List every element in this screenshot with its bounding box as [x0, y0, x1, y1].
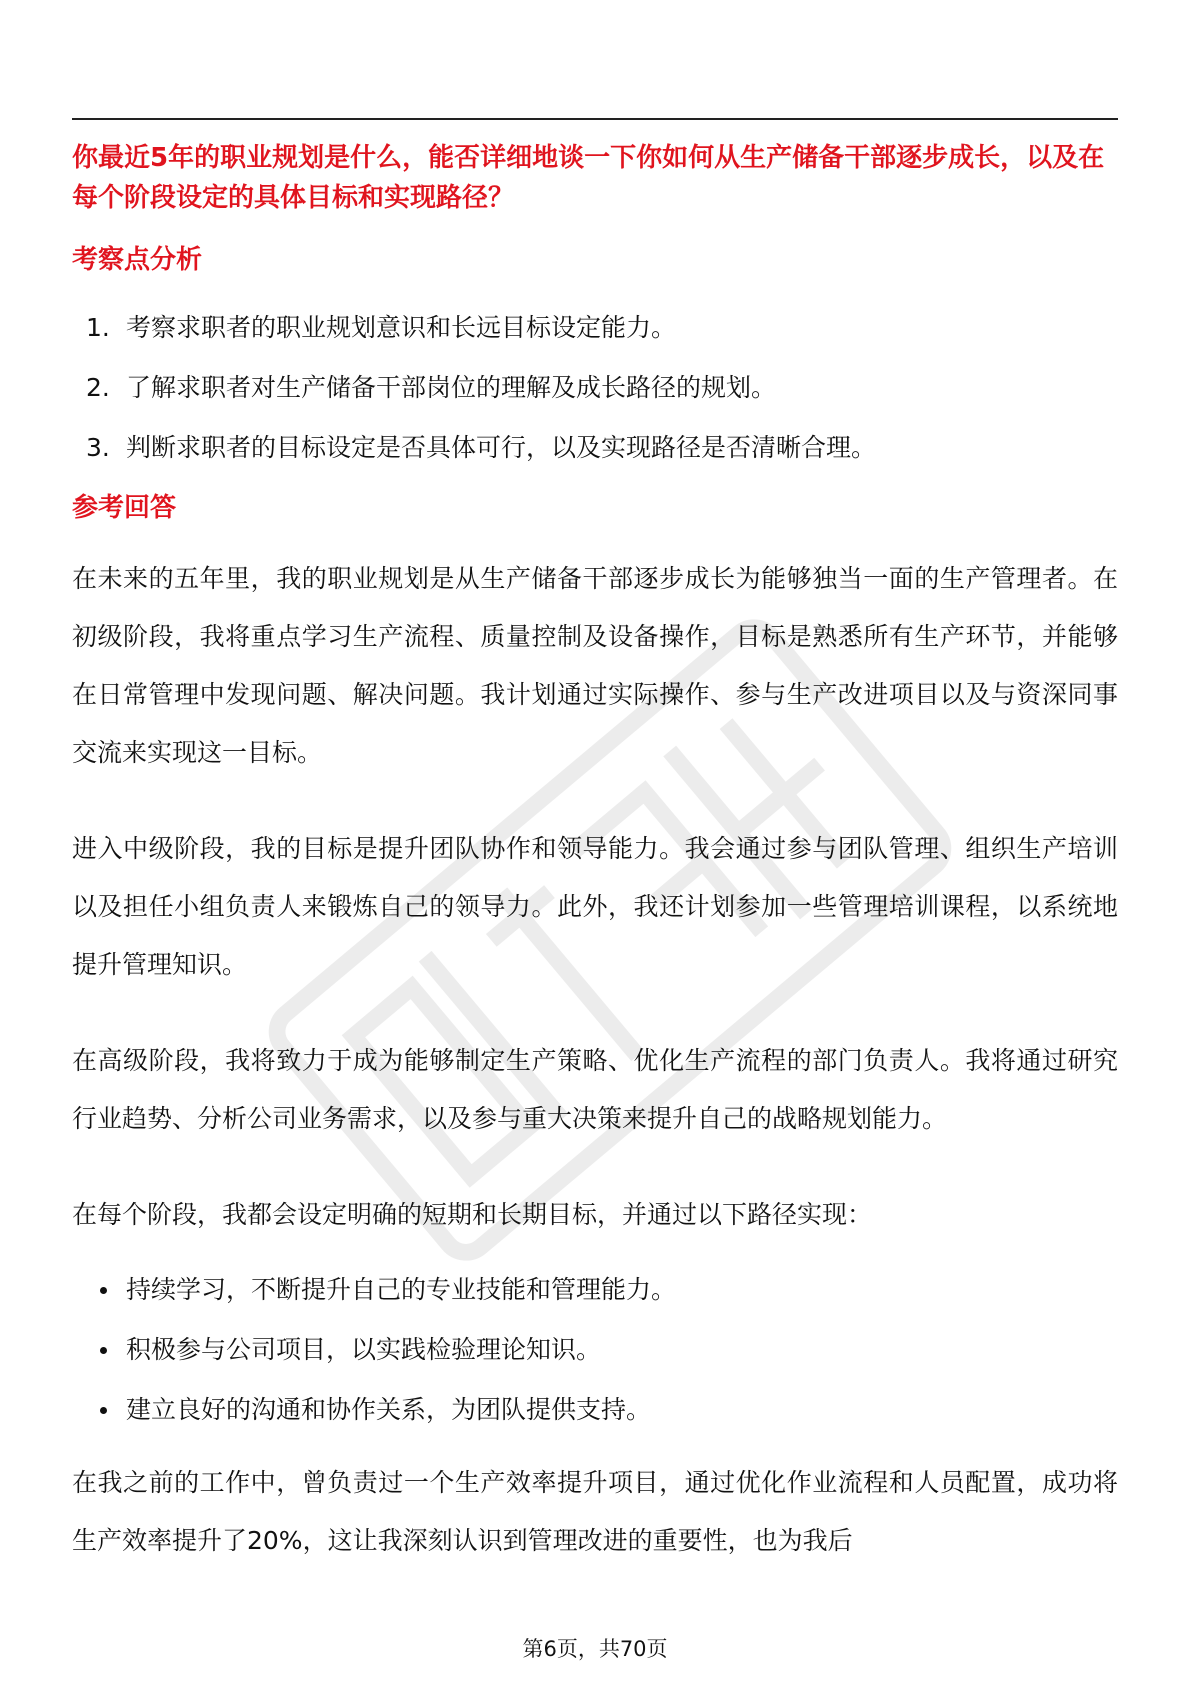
answer-paragraph-1: 在未来的五年里，我的职业规划是从生产储备干部逐步成长为能够独当一面的生产管理者。在初级阶段，我将重点学习生产流程、质量控制及设备操作，目标是熟悉所有生产环节，并能够在日常管理中发现问题、解决问题。我计划通过实际操作、参与生产改进项目以及与资深同事交流来实现这一目标。: [72, 564, 1118, 767]
list-item: [72, 1330, 1118, 1370]
list-item-text: 考察求职者的职业规划意识和长远目标设定能力。: [126, 313, 677, 342]
page-number: 第6页，共70页: [522, 1637, 668, 1661]
list-item-text: 持续学习，不断提升自己的专业技能和管理能力。: [126, 1275, 677, 1304]
bullet-dot-icon: [100, 1287, 107, 1294]
analysis-heading: 考察点分析: [72, 245, 203, 275]
list-item-text: 建立良好的沟通和协作关系，为团队提供支持。: [126, 1395, 652, 1424]
answer-paragraph-3: 在高级阶段，我将致力于成为能够制定生产策略、优化生产流程的部门负责人。我将通过研究行业趋势、分析公司业务需求，以及参与重大决策来提升自己的战略规划能力。: [72, 1046, 1118, 1133]
bullet-dot-icon: [100, 1407, 107, 1414]
question-title: 你最近5年的职业规划是什么，能否详细地谈一下你如何从生产储备干部逐步成长，以及在每个阶段设定的具体目标和实现路径？: [72, 143, 1105, 213]
list-item-text: 判断求职者的目标设定是否具体可行，以及实现路径是否清晰合理。: [126, 433, 877, 462]
answer-paragraph-4: 在每个阶段，我都会设定明确的短期和长期目标，并通过以下路径实现：: [72, 1200, 873, 1229]
list-item-number: 3.: [86, 433, 110, 462]
list-item-text: 了解求职者对生产储备干部岗位的理解及成长路径的规划。: [126, 373, 777, 402]
analysis-list: [72, 308, 1118, 468]
list-item: [72, 1270, 1118, 1310]
list-item-number: 1.: [86, 313, 110, 342]
top-rule: [72, 118, 1118, 120]
path-bullet-list: [72, 1270, 1118, 1430]
answer-heading: 参考回答: [72, 493, 177, 523]
document-content: [72, 138, 1118, 1570]
list-item: [72, 308, 1118, 348]
closing-paragraph: 在我之前的工作中，曾负责过一个生产效率提升项目，通过优化作业流程和人员配置，成功将生产效率提升了20%，这让我深刻认识到管理改进的重要性，也为我后: [72, 1468, 1118, 1555]
list-item-number: 2.: [86, 373, 110, 402]
list-item-text: 积极参与公司项目，以实践检验理论知识。: [126, 1335, 602, 1364]
list-item: [72, 1390, 1118, 1430]
bullet-dot-icon: [100, 1347, 107, 1354]
answer-paragraph-2: 进入中级阶段，我的目标是提升团队协作和领导能力。我会通过参与团队管理、组织生产培训以及担任小组负责人来锻炼自己的领导力。此外，我还计划参加一些管理培训课程，以系统地提升管理知识。: [72, 834, 1118, 979]
list-item: [72, 368, 1118, 408]
list-item: [72, 428, 1118, 468]
